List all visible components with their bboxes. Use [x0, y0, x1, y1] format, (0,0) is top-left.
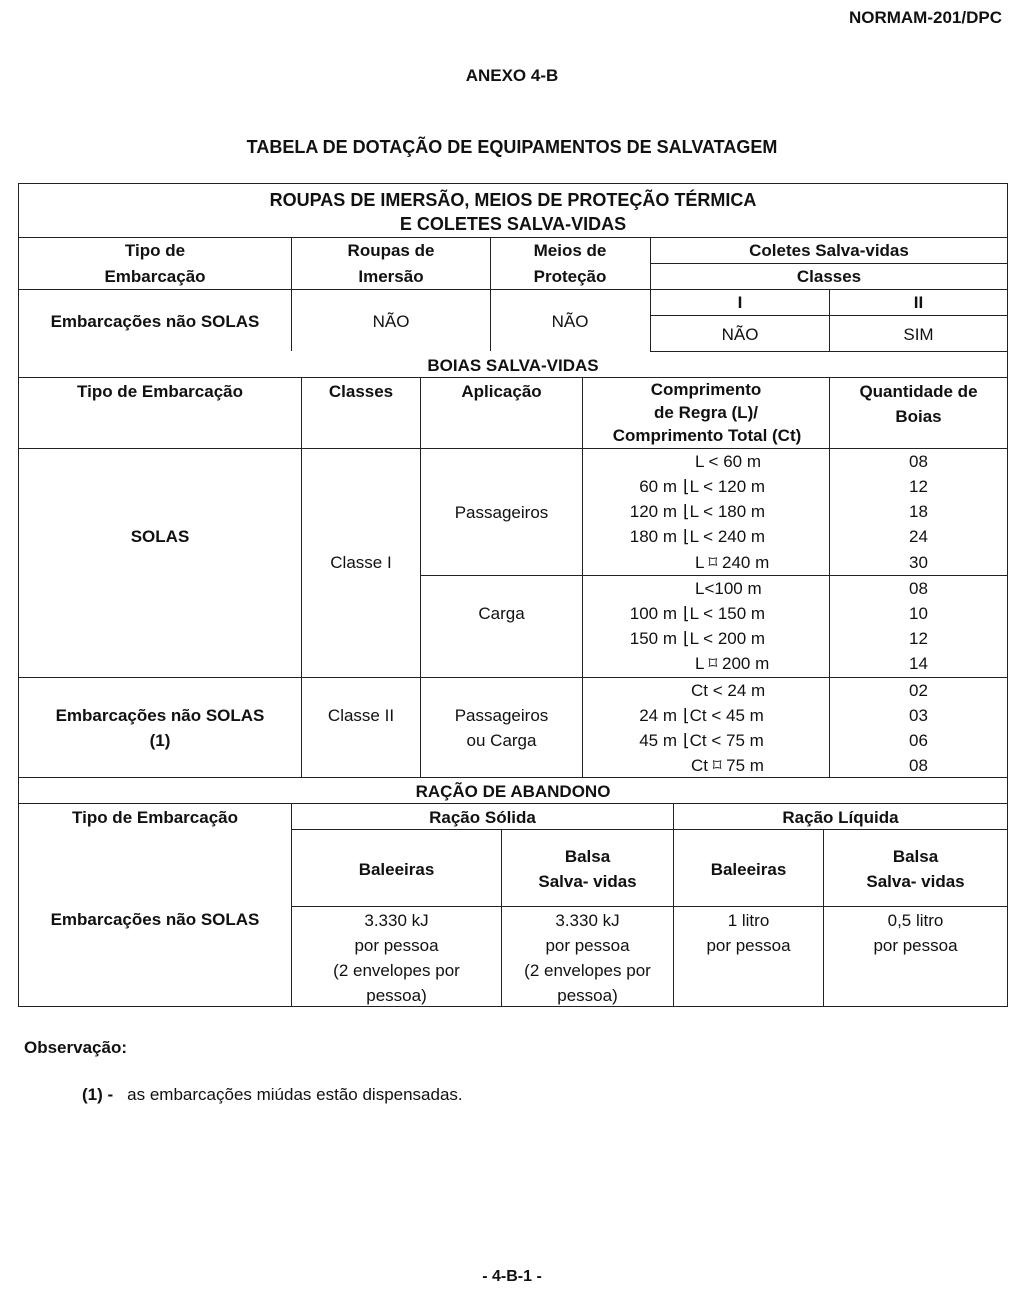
quantity-value: 02: [909, 681, 928, 700]
buoys-header-comprimento-3: Comprimento Total (Ct): [612, 426, 802, 445]
ration-sub-balsa-liquida-line2: Salva- vidas: [866, 872, 965, 891]
header-tipo-embarcacao-line1: Tipo de: [124, 241, 186, 260]
length-row-left: 24 m: [639, 706, 677, 725]
length-row-right: ⌊L < 240 m: [683, 527, 766, 546]
length-row-right: L ⌑ 240 m: [695, 553, 770, 572]
length-row-right: ⌊Ct < 75 m: [683, 731, 764, 750]
quantity-value: 30: [909, 553, 928, 572]
header-tipo-embarcacao-line2: Embarcação: [104, 267, 206, 286]
non-solas-aplicacao-line2: ou Carga: [466, 731, 537, 750]
ration-value: (2 envelopes por: [333, 961, 460, 980]
quantity-value: 14: [909, 654, 928, 673]
quantity-value: 08: [909, 579, 928, 598]
observation-label: Observação:: [24, 1038, 127, 1057]
buoys-header-comprimento-1: Comprimento: [650, 380, 762, 399]
header-classes: Classes: [796, 267, 862, 286]
solas-aplicacao-carga: Carga: [478, 604, 525, 623]
quantity-value: 18: [909, 502, 928, 521]
row-roupas-value: NÃO: [372, 312, 410, 331]
header-meios-line1: Meios de: [533, 241, 607, 260]
length-row-right: ⌊L < 200 m: [683, 629, 766, 648]
quantity-value: 10: [909, 604, 928, 623]
quantity-value: 24: [909, 527, 928, 546]
ration-value: pessoa): [366, 986, 427, 1005]
header-roupas-line1: Roupas de: [347, 241, 435, 260]
length-row-right: L<100 m: [695, 579, 762, 598]
note-text: as embarcações miúdas estão dispensadas.: [127, 1085, 463, 1104]
equipment-table: [18, 183, 1008, 1007]
class-ii-label: II: [913, 293, 924, 312]
length-row-left: 100 m: [629, 604, 677, 623]
solas-tipo: SOLAS: [130, 527, 190, 546]
quantity-value: 12: [909, 477, 928, 496]
header-meios-line2: Proteção: [533, 267, 607, 286]
length-row-left: 120 m: [629, 502, 677, 521]
ration-value: 1 litro: [727, 911, 770, 930]
ration-row-tipo: Embarcações não SOLAS: [50, 910, 260, 929]
ration-sub-balsa-liquida-line1: Balsa: [892, 847, 939, 866]
ration-sub-balsa-solida-line1: Balsa: [564, 847, 611, 866]
buoys-heading: BOIAS SALVA-VIDAS: [427, 356, 599, 375]
ration-value: 3.330 kJ: [364, 911, 429, 930]
length-row-right: L < 60 m: [695, 452, 761, 471]
document-code: NORMAM-201/DPC: [848, 8, 1002, 27]
immersion-heading-line1: ROUPAS DE IMERSÃO, MEIOS DE PROTEÇÃO TÉRMICA: [269, 190, 757, 210]
class-i-label: I: [737, 293, 743, 312]
length-row-left: 60 m: [639, 477, 677, 496]
ration-value: por pessoa: [545, 936, 630, 955]
ration-heading: RAÇÃO DE ABANDONO: [415, 782, 611, 801]
ration-value: por pessoa: [706, 936, 791, 955]
ration-sub-balsa-solida-line2: Salva- vidas: [538, 872, 637, 891]
row-meios-value: NÃO: [551, 312, 589, 331]
note-number: (1) -: [82, 1085, 114, 1104]
page-number: - 4-B-1 -: [482, 1268, 542, 1285]
solas-aplicacao-passageiros: Passageiros: [454, 503, 549, 522]
quantity-value: 06: [909, 731, 928, 750]
row-tipo-nao-solas: Embarcações não SOLAS: [50, 312, 260, 331]
buoys-header-classes: Classes: [328, 382, 394, 401]
buoys-header-aplicacao: Aplicação: [461, 382, 542, 401]
length-row-right: Ct < 24 m: [691, 681, 766, 700]
quantity-value: 08: [909, 756, 928, 775]
row-class-i-value: NÃO: [721, 325, 759, 344]
length-row-right: Ct ⌑ 75 m: [691, 756, 764, 775]
non-solas-aplicacao-line1: Passageiros: [454, 706, 549, 725]
ration-value: por pessoa: [354, 936, 439, 955]
immersion-heading-line2: E COLETES SALVA-VIDAS: [399, 214, 627, 234]
length-row-right: ⌊L < 180 m: [683, 502, 766, 521]
buoys-header-tipo: Tipo de Embarcação: [77, 382, 243, 401]
ration-value: por pessoa: [873, 936, 958, 955]
ration-value: pessoa): [557, 986, 618, 1005]
buoys-header-quantidade-1: Quantidade de: [859, 382, 978, 401]
length-row-left: 45 m: [639, 731, 677, 750]
header-coletes: Coletes Salva-vidas: [749, 241, 909, 260]
ration-sub-baleeiras-solida: Baleeiras: [358, 860, 435, 879]
ration-header-solida: Ração Sólida: [429, 808, 536, 827]
observation-note: [82, 1085, 463, 1105]
buoys-header-comprimento-2: de Regra (L)/: [654, 403, 758, 422]
row-class-ii-value: SIM: [903, 325, 934, 344]
header-roupas-line2: Imersão: [358, 267, 424, 286]
length-row-right: ⌊L < 120 m: [683, 477, 766, 496]
quantity-value: 03: [909, 706, 928, 725]
annex-label: ANEXO 4-B: [465, 66, 559, 85]
solas-classe: Classe I: [330, 553, 392, 572]
length-row-right: ⌊L < 150 m: [683, 604, 766, 623]
non-solas-tipo-line1: Embarcações não SOLAS: [55, 706, 265, 725]
page-title: TABELA DE DOTAÇÃO DE EQUIPAMENTOS DE SALVATAGEM: [246, 137, 778, 157]
length-row-left: 180 m: [629, 527, 677, 546]
ration-value: 0,5 litro: [887, 911, 944, 930]
length-row-right: L ⌑ 200 m: [695, 654, 770, 673]
ration-sub-baleeiras-liquida: Baleeiras: [710, 860, 787, 879]
length-row-right: ⌊Ct < 45 m: [683, 706, 764, 725]
length-row-left: 150 m: [629, 629, 677, 648]
quantity-value: 08: [909, 452, 928, 471]
ration-header-tipo: Tipo de Embarcação: [72, 808, 238, 827]
quantity-value: 12: [909, 629, 928, 648]
non-solas-tipo-line2: (1): [149, 731, 171, 750]
ration-value: 3.330 kJ: [555, 911, 620, 930]
non-solas-classe: Classe II: [327, 706, 395, 725]
buoys-header-quantidade-2: Boias: [895, 407, 942, 426]
ration-value: (2 envelopes por: [524, 961, 651, 980]
ration-header-liquida: Ração Líquida: [782, 808, 899, 827]
